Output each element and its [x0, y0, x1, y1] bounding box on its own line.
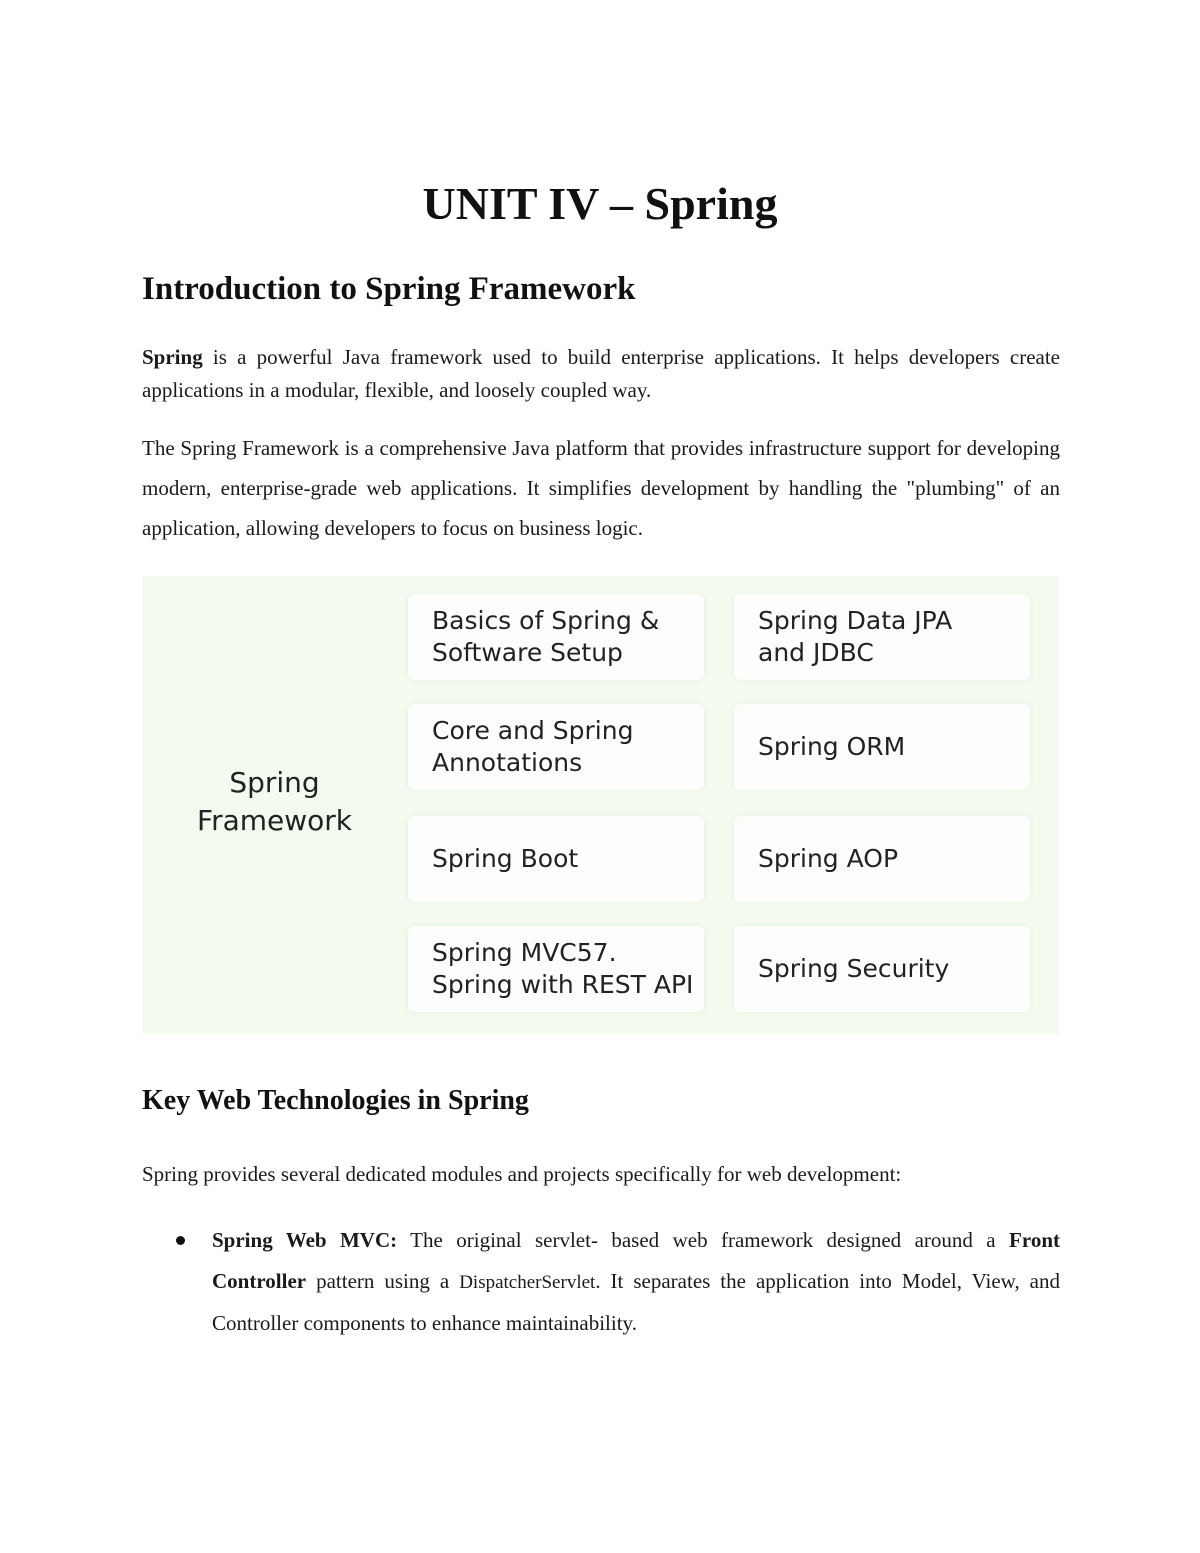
page-title: UNIT IV – Spring [422, 178, 778, 229]
bullet-term: Spring Web MVC: [212, 1228, 398, 1252]
diagram-tile-label: Spring Boot [432, 844, 579, 873]
web-tech-list [142, 1220, 1060, 1344]
intro-paragraph-2: The Spring Framework is a comprehensive Java platform that provides infrastructure support for developing modern, enterprise-grade web applications. It simplifies development by handling the "plumbing" of an application, allowing developers to focus on business logic. [142, 436, 1060, 540]
tile-line: Annotations [432, 748, 583, 777]
diagram-tile-data-jpa [734, 594, 1030, 680]
diagram-tile-label: Spring Security [758, 954, 950, 983]
diagram-tile-mvc-rest [408, 926, 704, 1012]
tile-line: and JDBC [758, 638, 874, 667]
tile-line: Spring with REST API [432, 970, 694, 999]
diagram-tile-label: Spring ORM [758, 732, 906, 761]
intro-paragraph-1 [142, 341, 1060, 407]
bullet-text: pattern using a [306, 1269, 460, 1293]
bullet-code: DispatcherServlet [459, 1272, 596, 1293]
tile-line: Software Setup [432, 638, 623, 667]
diagram-center-label [182, 764, 367, 840]
bullet-strong: Front Controller [212, 1228, 1060, 1293]
diagram-tile-security [734, 926, 1030, 1012]
bullet-text: The original servlet- based web framework designed around a [397, 1228, 1010, 1252]
diagram-center-label-line2: Framework [197, 804, 352, 837]
section-heading-intro: Introduction to Spring Framework [142, 271, 636, 307]
diagram-tile-boot [408, 816, 704, 902]
spring-term: Spring [142, 345, 203, 369]
diagram-tile-label [408, 715, 643, 779]
diagram-tile-label [408, 937, 703, 1001]
web-tech-intro: Spring provides several dedicated modules and projects specifically for web development: [142, 1162, 902, 1186]
intro-paragraph-1-text: is a powerful Java framework used to build enterprise applications. It helps developers create applications in a modular, flexible, and loosely coupled way. [142, 345, 1060, 402]
section-heading-web-tech: Key Web Technologies in Spring [142, 1085, 529, 1116]
bullet-text: . It separates the application into Model, View, and Controller components to enhance maintainability. [212, 1269, 1060, 1335]
list-item [142, 1220, 1060, 1344]
diagram-tile-basics [408, 594, 704, 680]
diagram-tile-aop [734, 816, 1030, 902]
diagram-tile-label [734, 605, 962, 669]
tile-line: Basics of Spring & [432, 606, 660, 635]
tile-line: Spring Data JPA [758, 606, 953, 635]
diagram-tile-core-annotations [408, 704, 704, 790]
spring-framework-diagram [142, 576, 1059, 1034]
tile-line: Core and Spring [432, 716, 634, 745]
diagram-tile-orm [734, 704, 1030, 790]
diagram-center-label-line1: Spring [229, 766, 320, 799]
tile-line: Spring MVC57. [432, 938, 617, 967]
diagram-tile-label: Spring AOP [758, 844, 899, 873]
diagram-tile-label [408, 605, 669, 669]
bullet-icon [176, 1236, 185, 1245]
